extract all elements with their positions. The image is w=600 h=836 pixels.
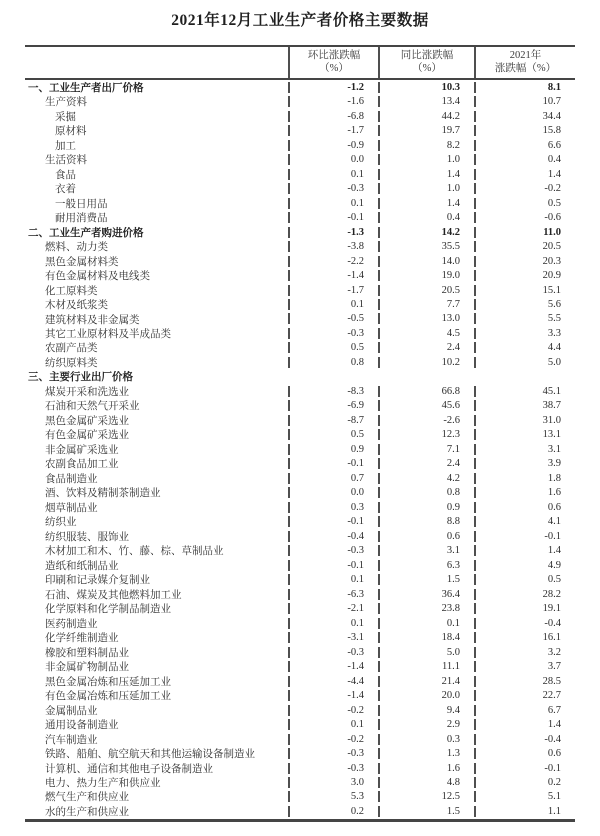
mom-value: -0.1 — [288, 458, 378, 469]
mom-value: -6.8 — [288, 111, 378, 122]
mom-value: -0.9 — [288, 140, 378, 151]
mom-value: -0.1 — [288, 560, 378, 571]
table-row — [25, 355, 575, 369]
yoy-value: 8.8 — [378, 516, 474, 527]
year-value: 11.0 — [474, 227, 575, 238]
yoy-value: 14.2 — [378, 227, 474, 238]
table-row — [25, 761, 575, 775]
yoy-value: 4.2 — [378, 473, 474, 484]
mom-value: 0.5 — [288, 429, 378, 440]
row-label: 金属制品业 — [45, 705, 98, 717]
table-row — [25, 572, 575, 586]
year-value: 13.1 — [474, 429, 575, 440]
yoy-value: 20.5 — [378, 285, 474, 296]
mom-value: -0.3 — [288, 763, 378, 774]
table-row — [25, 486, 575, 500]
mom-value: 0.7 — [288, 473, 378, 484]
year-value: 28.5 — [474, 676, 575, 687]
yoy-value: 35.5 — [378, 241, 474, 252]
table-row — [25, 413, 575, 427]
table-row — [25, 80, 575, 94]
mom-value: -0.3 — [288, 183, 378, 194]
mom-value: -0.4 — [288, 531, 378, 542]
year-value: 45.1 — [474, 386, 575, 397]
table-row — [25, 312, 575, 326]
yoy-value: 2.4 — [378, 342, 474, 353]
table-row — [25, 688, 575, 702]
year-value: 20.9 — [474, 270, 575, 281]
row-label: 烟草制品业 — [45, 502, 98, 514]
row-label: 医药制造业 — [45, 618, 98, 630]
year-value: 4.1 — [474, 516, 575, 527]
mom-value: -1.7 — [288, 285, 378, 296]
mom-value: -1.4 — [288, 270, 378, 281]
year-value: 0.6 — [474, 502, 575, 513]
table-row — [25, 442, 575, 456]
mom-value: -0.3 — [288, 328, 378, 339]
row-label: 食品制造业 — [45, 473, 98, 485]
header-cell-empty — [25, 47, 288, 78]
year-value: -0.1 — [474, 531, 575, 542]
year-value: 0.5 — [474, 574, 575, 585]
year-value: -0.4 — [474, 734, 575, 745]
table-row — [25, 428, 575, 442]
year-value: 34.4 — [474, 111, 575, 122]
yoy-value: 45.6 — [378, 400, 474, 411]
row-label: 一般日用品 — [55, 198, 108, 210]
table-row — [25, 457, 575, 471]
row-label: 生活资料 — [45, 155, 87, 167]
row-label: 其它工业原材料及半成品类 — [45, 328, 171, 340]
yoy-value: -2.6 — [378, 415, 474, 426]
year-value: 19.1 — [474, 603, 575, 614]
mom-value: 0.1 — [288, 618, 378, 629]
header-yoy-line1: 同比涨跌幅 — [400, 50, 454, 61]
yoy-value: 18.4 — [378, 632, 474, 643]
header-mom-line1: 环比涨跌幅 — [307, 50, 361, 61]
year-value: 1.4 — [474, 169, 575, 180]
mom-value: 0.0 — [288, 154, 378, 165]
row-label: 通用设备制造业 — [45, 720, 119, 732]
year-value: 1.4 — [474, 719, 575, 730]
table-row — [25, 775, 575, 789]
row-label: 燃气生产和供应业 — [45, 792, 129, 804]
year-value: 8.1 — [474, 82, 575, 93]
row-label: 纺织原料类 — [45, 357, 98, 369]
mom-value: -1.7 — [288, 125, 378, 136]
year-value: 10.7 — [474, 96, 575, 107]
year-value: 0.6 — [474, 748, 575, 759]
table-row — [25, 225, 575, 239]
row-label: 汽车制造业 — [45, 734, 98, 746]
year-value: 3.1 — [474, 444, 575, 455]
table-row — [25, 746, 575, 760]
yoy-value: 8.2 — [378, 140, 474, 151]
table-row — [25, 703, 575, 717]
row-label: 化学原料和化学制品制造业 — [45, 604, 171, 616]
table-row — [25, 645, 575, 659]
row-label: 木材加工和木、竹、藤、棕、草制品业 — [45, 546, 224, 558]
table-row — [25, 239, 575, 253]
year-value: 0.4 — [474, 154, 575, 165]
row-label: 耐用消费品 — [55, 213, 108, 225]
mom-value: -1.6 — [288, 96, 378, 107]
year-value: 4.9 — [474, 560, 575, 571]
table-row — [25, 181, 575, 195]
year-value: 0.2 — [474, 777, 575, 788]
row-label: 黑色金属材料类 — [45, 256, 119, 268]
yoy-value: 12.3 — [378, 429, 474, 440]
table-row — [25, 471, 575, 485]
table-row — [25, 500, 575, 514]
table-row — [25, 587, 575, 601]
yoy-value: 1.5 — [378, 806, 474, 817]
year-value: 3.7 — [474, 661, 575, 672]
year-value: 3.3 — [474, 328, 575, 339]
mom-value: 0.3 — [288, 502, 378, 513]
yoy-value: 13.4 — [378, 96, 474, 107]
header-mom-line2: （%） — [319, 62, 349, 74]
row-label: 酒、饮料及精制茶制造业 — [45, 488, 161, 500]
yoy-value: 9.4 — [378, 705, 474, 716]
row-label: 有色金属材料及电线类 — [45, 271, 150, 283]
year-value: 1.6 — [474, 487, 575, 498]
year-value: 1.4 — [474, 545, 575, 556]
mom-value: -1.4 — [288, 661, 378, 672]
yoy-value: 1.5 — [378, 574, 474, 585]
table-row — [25, 109, 575, 123]
mom-value: -8.7 — [288, 415, 378, 426]
row-label: 印刷和记录媒介复制业 — [45, 575, 150, 587]
row-label: 食品 — [55, 169, 76, 181]
mom-value: -0.3 — [288, 748, 378, 759]
mom-value: 0.1 — [288, 198, 378, 209]
header-cell-yoy — [378, 47, 474, 78]
yoy-value: 13.0 — [378, 313, 474, 324]
table-row — [25, 167, 575, 181]
table-row — [25, 529, 575, 543]
yoy-value: 5.0 — [378, 647, 474, 658]
row-label: 石油、煤炭及其他燃料加工业 — [45, 589, 182, 601]
header-year-line2: 涨跌幅（%） — [494, 62, 557, 74]
yoy-value: 1.6 — [378, 763, 474, 774]
mom-value: -1.4 — [288, 690, 378, 701]
mom-value: -2.1 — [288, 603, 378, 614]
table-row — [25, 196, 575, 210]
mom-value: -0.3 — [288, 545, 378, 556]
year-value: 5.1 — [474, 791, 575, 802]
table-row — [25, 732, 575, 746]
year-value: 16.1 — [474, 632, 575, 643]
yoy-value: 0.4 — [378, 212, 474, 223]
table-row — [25, 138, 575, 152]
yoy-value: 0.3 — [378, 734, 474, 745]
table-header-row — [25, 45, 575, 80]
mom-value: 0.1 — [288, 299, 378, 310]
year-value: -0.6 — [474, 212, 575, 223]
mom-value: 0.8 — [288, 357, 378, 368]
yoy-value: 10.2 — [378, 357, 474, 368]
row-label: 纺织业 — [45, 517, 77, 529]
row-label: 造纸和纸制品业 — [45, 560, 119, 572]
mom-value: 0.1 — [288, 169, 378, 180]
mom-value: -3.1 — [288, 632, 378, 643]
yoy-value: 66.8 — [378, 386, 474, 397]
yoy-value: 0.9 — [378, 502, 474, 513]
yoy-value: 21.4 — [378, 676, 474, 687]
table-row — [25, 790, 575, 804]
year-value: 1.1 — [474, 806, 575, 817]
table-row — [25, 341, 575, 355]
yoy-value: 20.0 — [378, 690, 474, 701]
row-label: 化工原料类 — [45, 285, 98, 297]
row-label: 木材及纸浆类 — [45, 300, 108, 312]
row-label: 水的生产和供应业 — [45, 806, 129, 818]
mom-value: 0.0 — [288, 487, 378, 498]
row-label: 纺织服装、服饰业 — [45, 531, 129, 543]
row-label: 煤炭开采和洗选业 — [45, 386, 129, 398]
row-label: 原材料 — [55, 126, 87, 138]
row-label: 有色金属冶炼和压延加工业 — [45, 691, 171, 703]
table-row — [25, 283, 575, 297]
mom-value: -0.5 — [288, 313, 378, 324]
year-value: 20.5 — [474, 241, 575, 252]
table-row — [25, 152, 575, 166]
table-row — [25, 210, 575, 224]
mom-value: -4.4 — [288, 676, 378, 687]
row-label: 电力、热力生产和供应业 — [45, 778, 161, 789]
mom-value: -0.1 — [288, 212, 378, 223]
table-row — [25, 674, 575, 688]
year-value: 4.4 — [474, 342, 575, 353]
row-label: 采掘 — [55, 111, 76, 123]
year-value: 15.1 — [474, 285, 575, 296]
yoy-value: 36.4 — [378, 589, 474, 600]
row-label: 黑色金属矿采选业 — [45, 415, 129, 427]
year-value: 5.0 — [474, 357, 575, 368]
yoy-value: 19.0 — [378, 270, 474, 281]
yoy-value: 7.1 — [378, 444, 474, 455]
year-value: 28.2 — [474, 589, 575, 600]
row-label: 生产资料 — [45, 97, 87, 109]
yoy-value: 14.0 — [378, 256, 474, 267]
yoy-value: 2.9 — [378, 719, 474, 730]
mom-value: 0.2 — [288, 806, 378, 817]
row-label: 石油和天然气开采业 — [45, 401, 140, 413]
header-cell-mom — [288, 47, 378, 78]
row-label: 建筑材料及非金属类 — [45, 314, 140, 326]
table-row — [25, 515, 575, 529]
mom-value: -6.3 — [288, 589, 378, 600]
page-title: 2021年12月工业生产者价格主要数据 — [171, 12, 429, 29]
yoy-value: 1.0 — [378, 183, 474, 194]
mom-value: -3.8 — [288, 241, 378, 252]
yoy-value: 10.3 — [378, 82, 474, 93]
year-value: -0.1 — [474, 763, 575, 774]
table-row — [25, 94, 575, 108]
header-yoy-line2: （%） — [412, 62, 442, 74]
table-row — [25, 717, 575, 731]
yoy-value: 12.5 — [378, 791, 474, 802]
mom-value: 0.1 — [288, 719, 378, 730]
year-value: -0.2 — [474, 183, 575, 194]
year-value: 38.7 — [474, 400, 575, 411]
row-label: 非金属矿采选业 — [45, 444, 119, 456]
table-row — [25, 123, 575, 137]
yoy-value: 0.6 — [378, 531, 474, 542]
row-label: 二、工业生产者购进价格 — [28, 227, 144, 239]
yoy-value: 1.4 — [378, 169, 474, 180]
mom-value: 0.1 — [288, 574, 378, 585]
table-row — [25, 326, 575, 340]
yoy-value: 0.8 — [378, 487, 474, 498]
yoy-value: 0.1 — [378, 618, 474, 629]
mom-value: -0.3 — [288, 647, 378, 658]
row-label: 化学纤维制造业 — [45, 633, 119, 645]
table-body — [25, 80, 575, 822]
yoy-value: 4.8 — [378, 777, 474, 788]
row-label: 三、主要行业出厂价格 — [28, 372, 133, 384]
row-label: 非金属矿物制品业 — [45, 662, 129, 674]
row-label: 黑色金属冶炼和压延加工业 — [45, 676, 171, 688]
table-row — [25, 804, 575, 818]
year-value: 1.8 — [474, 473, 575, 484]
row-label: 衣着 — [55, 184, 76, 196]
year-value: 6.7 — [474, 705, 575, 716]
yoy-value: 1.3 — [378, 748, 474, 759]
table-row — [25, 254, 575, 268]
year-value: 3.2 — [474, 647, 575, 658]
price-table — [25, 45, 575, 822]
table-row — [25, 616, 575, 630]
mom-value: -0.2 — [288, 705, 378, 716]
table-row — [25, 297, 575, 311]
year-value: 31.0 — [474, 415, 575, 426]
mom-value: -0.2 — [288, 734, 378, 745]
mom-value: -0.1 — [288, 516, 378, 527]
row-label: 铁路、船舶、航空航天和其他运输设备制造业 — [45, 749, 255, 761]
year-value: -0.4 — [474, 618, 575, 629]
year-value: 6.6 — [474, 140, 575, 151]
table-row — [25, 630, 575, 644]
yoy-value: 4.5 — [378, 328, 474, 339]
table-row — [25, 659, 575, 673]
table-row — [25, 370, 575, 384]
table-row — [25, 558, 575, 572]
year-value: 20.3 — [474, 256, 575, 267]
yoy-value: 2.4 — [378, 458, 474, 469]
year-value: 15.8 — [474, 125, 575, 136]
yoy-value: 11.1 — [378, 661, 474, 672]
table-row — [25, 544, 575, 558]
mom-value: 3.0 — [288, 777, 378, 788]
table-row — [25, 399, 575, 413]
yoy-value: 23.8 — [378, 603, 474, 614]
year-value: 3.9 — [474, 458, 575, 469]
row-label: 一、工业生产者出厂价格 — [28, 82, 144, 94]
row-label: 燃料、动力类 — [45, 242, 108, 254]
yoy-value: 44.2 — [378, 111, 474, 122]
mom-value: -8.3 — [288, 386, 378, 397]
yoy-value: 7.7 — [378, 299, 474, 310]
year-value: 5.5 — [474, 313, 575, 324]
year-value: 0.5 — [474, 198, 575, 209]
yoy-value: 6.3 — [378, 560, 474, 571]
row-label: 有色金属矿采选业 — [45, 430, 129, 442]
yoy-value: 1.0 — [378, 154, 474, 165]
table-row — [25, 601, 575, 615]
row-label: 农副产品类 — [45, 343, 98, 355]
year-value: 5.6 — [474, 299, 575, 310]
table-row — [25, 268, 575, 282]
header-year-line1: 2021年 — [509, 50, 542, 61]
table-row — [25, 384, 575, 398]
mom-value: 0.9 — [288, 444, 378, 455]
yoy-value: 19.7 — [378, 125, 474, 136]
row-label: 橡胶和塑料制品业 — [45, 647, 129, 659]
mom-value: 5.3 — [288, 791, 378, 802]
mom-value: -2.2 — [288, 256, 378, 267]
mom-value: 0.5 — [288, 342, 378, 353]
row-label: 农副食品加工业 — [45, 459, 119, 471]
year-value: 22.7 — [474, 690, 575, 701]
yoy-value: 1.4 — [378, 198, 474, 209]
mom-value: -1.2 — [288, 82, 378, 93]
yoy-value: 3.1 — [378, 545, 474, 556]
row-label: 计算机、通信和其他电子设备制造业 — [45, 763, 213, 775]
mom-value: -1.3 — [288, 227, 378, 238]
row-label: 加工 — [55, 140, 76, 152]
header-cell-year — [474, 47, 575, 78]
mom-value: -6.9 — [288, 400, 378, 411]
